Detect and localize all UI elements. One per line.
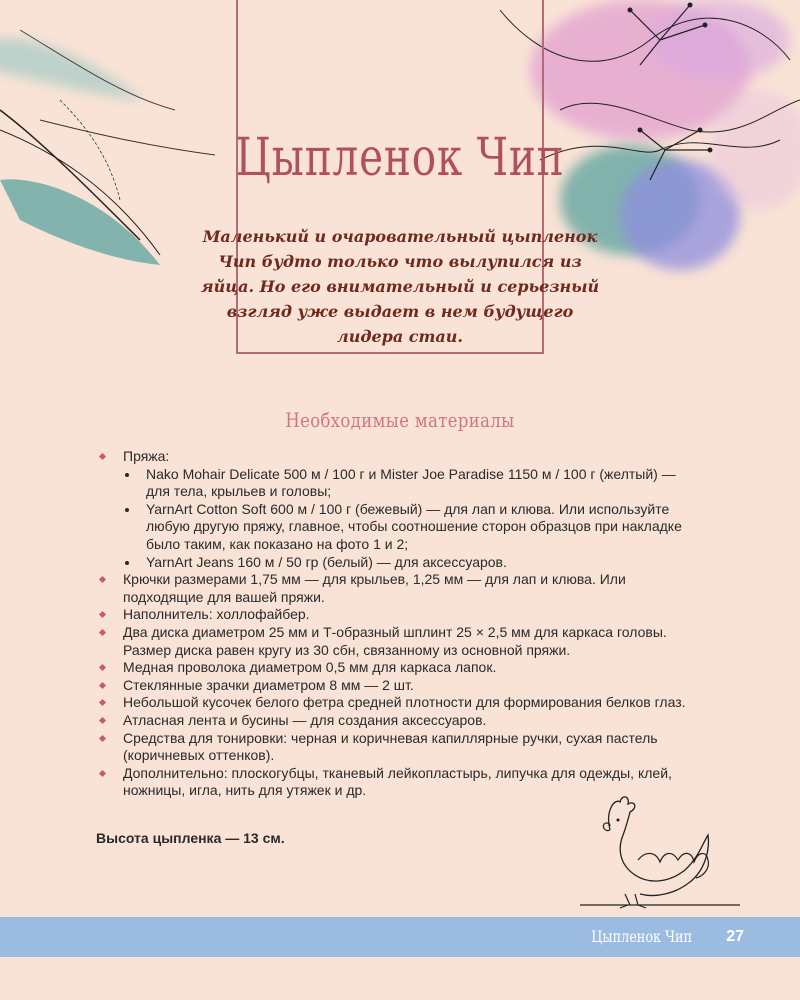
list-item: Небольшой кусочек белого фетра средней плотности для формирования белков глаз. <box>96 694 696 712</box>
footer-title: Цыпленок Чип <box>591 927 692 946</box>
list-item: Nako Mohair Delicate 500 м / 100 г и Mister Joe Paradise 1150 м / 100 г (желтый) — для тела, крыльев и головы; <box>123 466 696 501</box>
list-item: Средства для тонировки: черная и коричневая капиллярные ручки, сухая пастель (коричневых оттенков). <box>96 730 696 765</box>
page-number: 27 <box>726 928 744 945</box>
list-item: Наполнитель: холлофайбер. <box>96 606 696 624</box>
yarn-label: Пряжа: <box>123 448 170 464</box>
intro-text: Маленький и очаровательный цыпленок Чип будто только что вылупился из яйца. Но его внимательный и серьезный взгляд уже выдает в нем будущего лидера стаи. <box>200 227 600 346</box>
materials-heading: Необходимые материалы <box>285 408 515 432</box>
list-item: Стеклянные зрачки диаметром 8 мм — 2 шт. <box>96 677 696 695</box>
rooster-line-art-icon <box>580 790 740 915</box>
list-item: YarnArt Cotton Soft 600 м / 100 г (бежевый) — для лап и клюва. Или используйте любую другую пряжу, главное, чтобы соотношение сторон образцов при накладке было таким, как показано на фото 1 и 2; <box>123 501 696 554</box>
list-item: Крючки размерами 1,75 мм — для крыльев, 1,25 мм — для лап и клюва. Или подходящие для вашей пряжи. <box>96 571 696 606</box>
list-item: Дополнительно: плоскогубцы, тканевый лейкопластырь, липучка для одежды, клей, ножницы, игла, нить для утяжек и др. <box>96 765 696 800</box>
list-item <box>96 448 696 571</box>
materials-list <box>96 448 696 800</box>
page-title: Цыпленок Чип <box>235 128 565 188</box>
list-item: Медная проволока диаметром 0,5 мм для каркаса лапок. <box>96 659 696 677</box>
list-item: YarnArt Jeans 160 м / 50 гр (белый) — для аксессуаров. <box>123 554 696 572</box>
height-note: Высота цыпленка — 13 см. <box>96 830 285 846</box>
list-item: Атласная лента и бусины — для создания аксессуаров. <box>96 712 696 730</box>
yarn-sublist <box>123 466 696 572</box>
list-item: Два диска диаметром 25 мм и Т-образный шплинт 25 × 2,5 мм для каркаса головы. Размер диска равен кругу из 30 сбн, связанному из основной пряжи. <box>96 624 696 659</box>
